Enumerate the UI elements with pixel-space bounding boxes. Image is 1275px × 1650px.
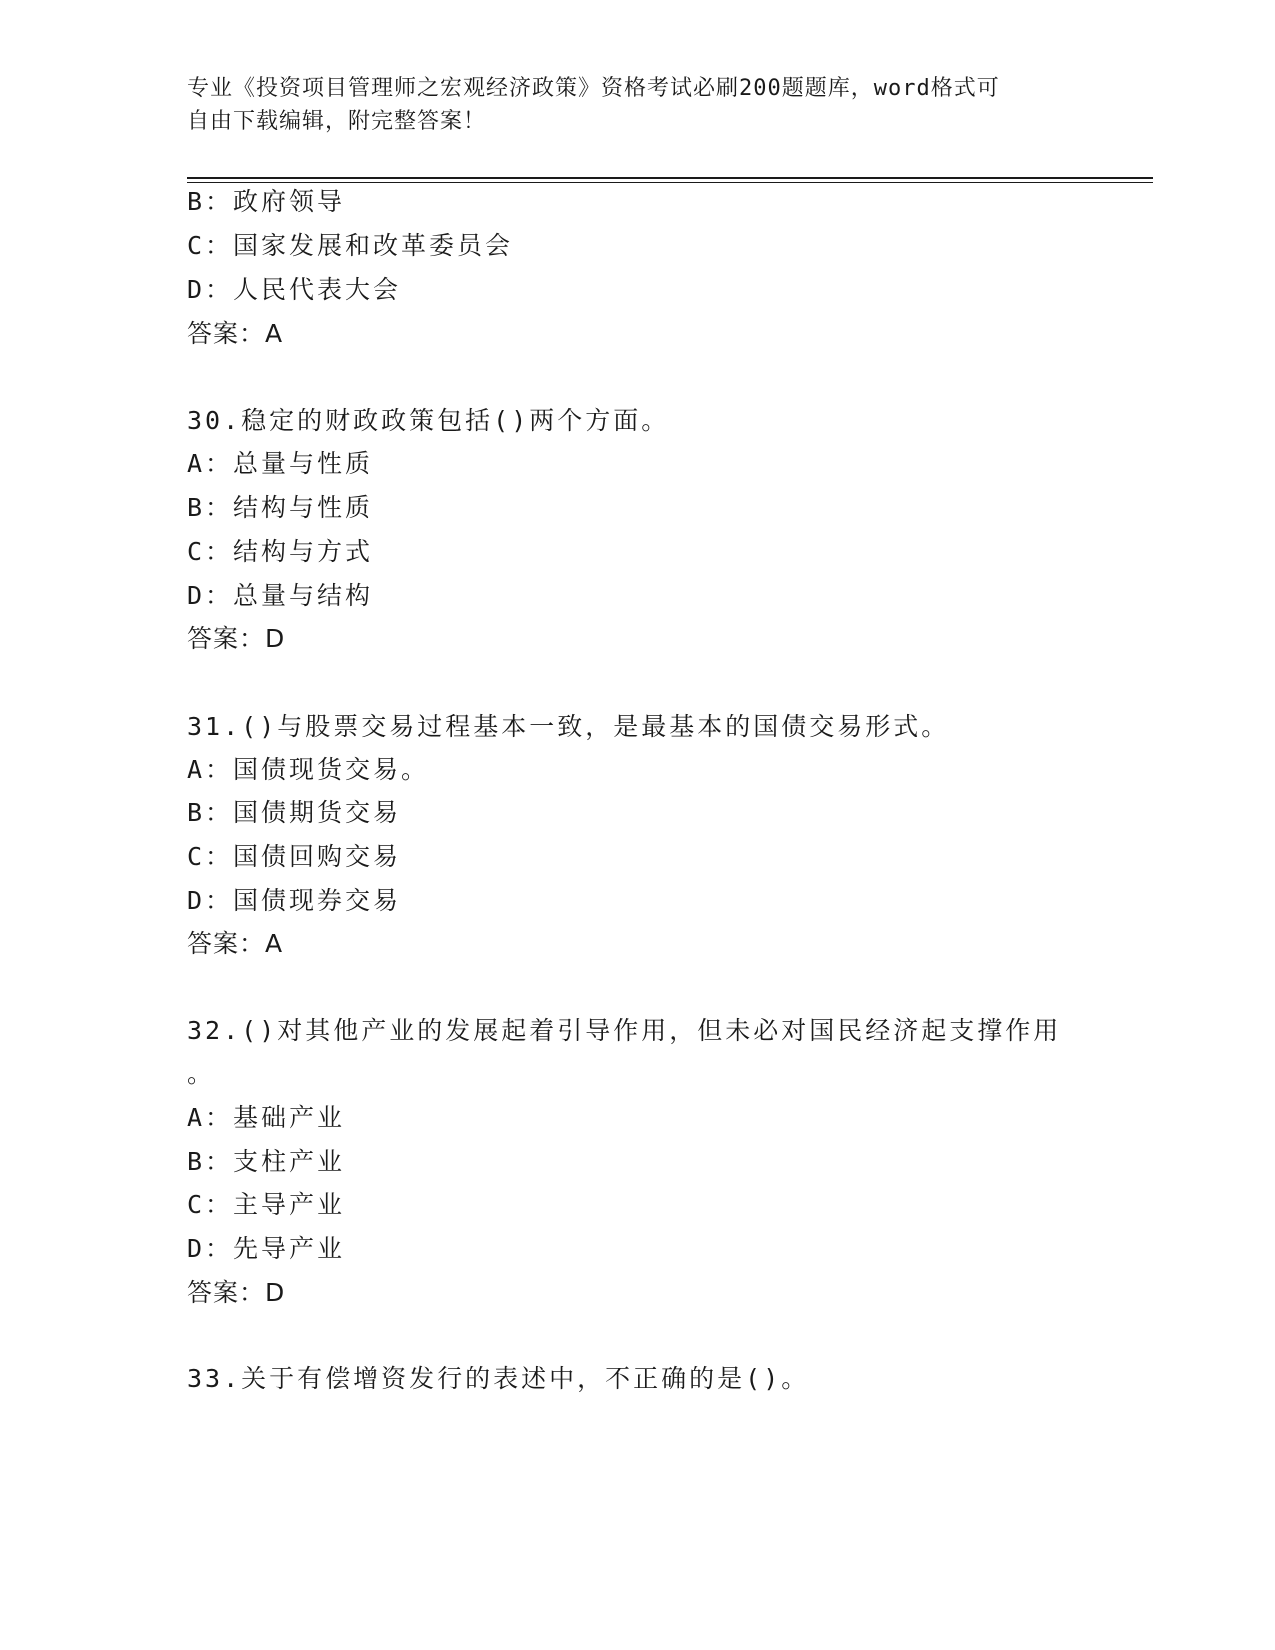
prev-answer: 答案：A	[187, 319, 284, 348]
q31-option-d: D：国债现券交易	[187, 886, 402, 915]
header-divider-thin	[187, 182, 1153, 183]
q32-answer: 答案：D	[187, 1278, 286, 1307]
header-line-2: 自由下载编辑，附完整答案！	[187, 109, 487, 134]
header-divider-thick	[187, 177, 1153, 179]
prev-option-b: B：政府领导	[187, 187, 346, 216]
q32-option-b: B：支柱产业	[187, 1147, 346, 1176]
q32-option-d: D：先导产业	[187, 1234, 346, 1263]
prev-option-c: C：国家发展和改革委员会	[187, 231, 514, 260]
q31-option-c: C：国债回购交易	[187, 842, 402, 871]
q31-option-a: A：国债现货交易。	[187, 755, 430, 784]
q31-option-b: B：国债期货交易	[187, 798, 402, 827]
q30-option-d: D：总量与结构	[187, 581, 374, 610]
prev-option-d: D：人民代表大会	[187, 275, 402, 304]
q30-answer: 答案：D	[187, 624, 286, 653]
q30-option-a: A：总量与性质	[187, 449, 374, 478]
document-header	[187, 72, 1067, 138]
q32-stem-line-2: 。	[187, 1059, 216, 1088]
q32-stem-line-1: 32.()对其他产业的发展起着引导作用，但未必对国民经济起支撑作用	[187, 1016, 1062, 1045]
q31-stem: 31.()与股票交易过程基本一致，是最基本的国债交易形式。	[187, 712, 950, 741]
q30-option-b: B：结构与性质	[187, 493, 374, 522]
q33-stem: 33.关于有偿增资发行的表述中，不正确的是()。	[187, 1364, 810, 1393]
header-line-1: 专业《投资项目管理师之宏观经济政策》资格考试必刷200题题库，word格式可	[187, 76, 1000, 101]
q31-answer: 答案：A	[187, 929, 284, 958]
q32-option-a: A：基础产业	[187, 1103, 346, 1132]
q30-option-c: C：结构与方式	[187, 537, 374, 566]
q32-option-c: C：主导产业	[187, 1190, 346, 1219]
q30-stem: 30.稳定的财政政策包括()两个方面。	[187, 406, 670, 435]
